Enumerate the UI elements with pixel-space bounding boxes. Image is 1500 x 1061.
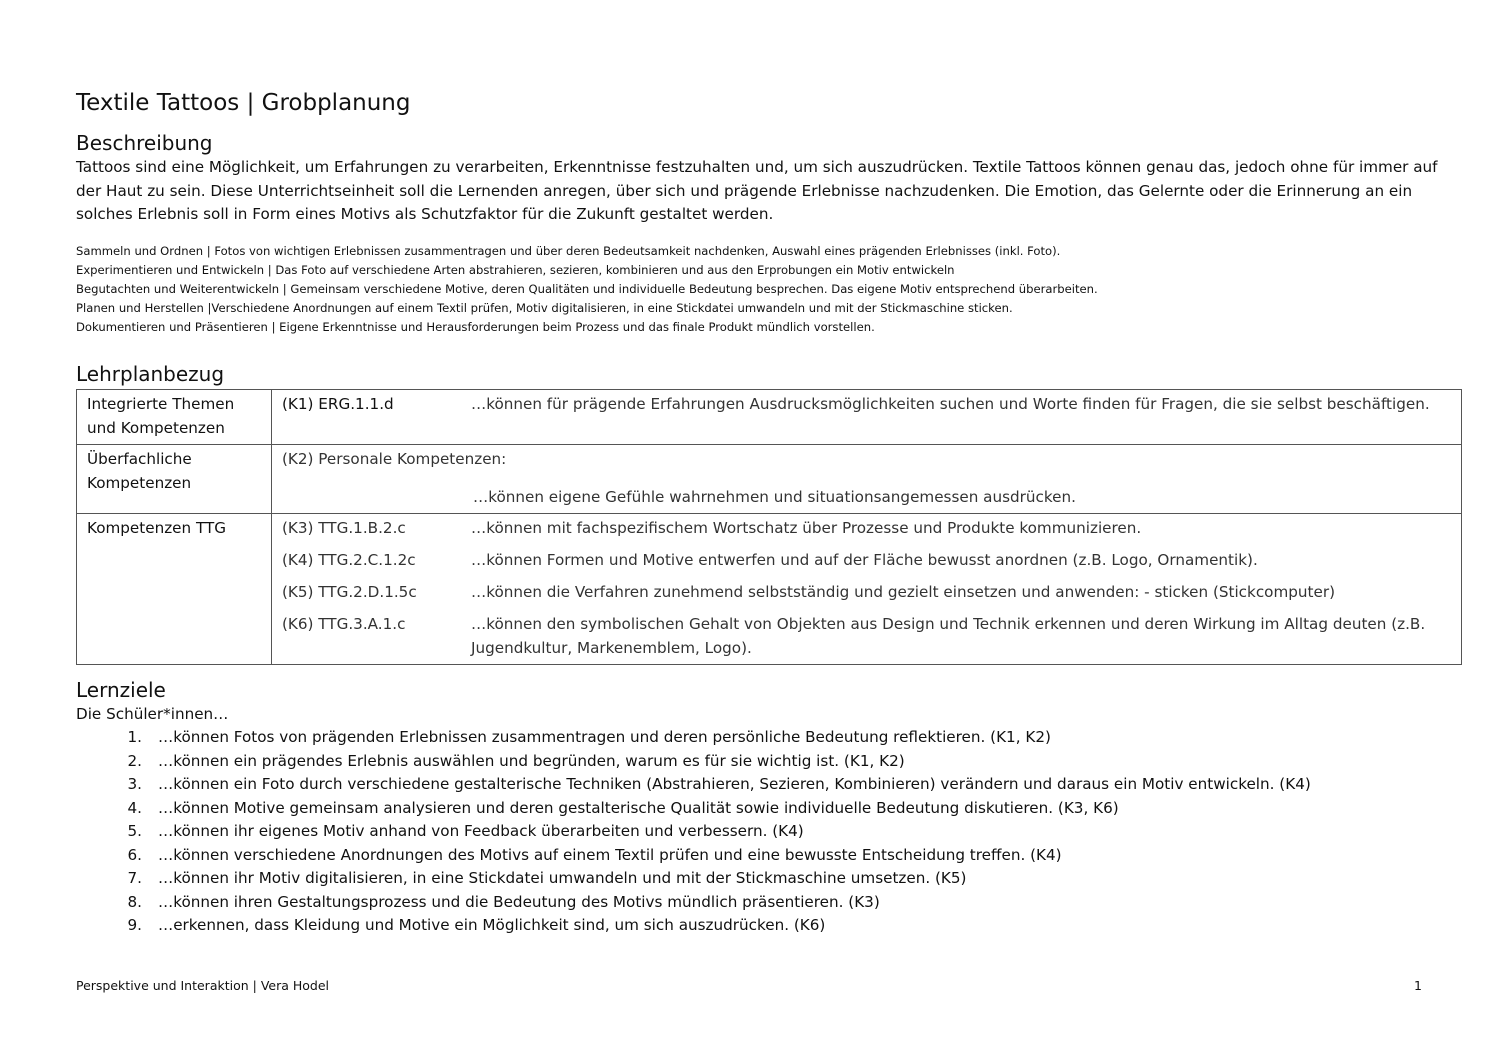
list-item	[76, 750, 1462, 774]
item-number: 1.	[127, 728, 142, 746]
list-item	[76, 914, 1462, 938]
competence-code: (K3) TTG.1.B.2.c	[282, 518, 406, 537]
document-page	[76, 88, 1462, 938]
table-row	[77, 444, 1462, 513]
table-row	[77, 389, 1462, 444]
competence-text: …können für prägende Erfahrungen Ausdrucksmöglichkeiten suchen und Worte finden für Fragen, die sie selbst beschäftigen.	[471, 394, 1430, 413]
list-item	[76, 867, 1462, 891]
row-label: Integrierte Themen und Kompetenzen	[77, 389, 272, 444]
item-number: 6.	[127, 845, 142, 864]
table-row	[77, 513, 1462, 664]
goals-list	[76, 726, 1462, 938]
page-number: 1	[1414, 978, 1422, 993]
competence-text: …können den symbolischen Gehalt von Objekten aus Design und Technik erkennen und deren Wirkung im Alltag deuten (z.B. Jugendkultur, Markenemblem, Logo).	[471, 614, 1426, 657]
row-label: Überfachliche Kompetenzen	[77, 444, 272, 513]
phase-item: Dokumentieren und Präsentieren | Eigene Erkenntnisse und Herausforderungen beim Prozess und das finale Produkt mündlich vorstellen.	[76, 319, 875, 334]
item-text: …können ihr Motiv digitalisieren, in eine Stickdatei umwandeln und mit der Stickmaschine umsetzen. (K5)	[158, 869, 967, 887]
competence-item	[282, 516, 1451, 540]
competence-text: …können eigene Gefühle wahrnehmen und situationsangemessen ausdrücken.	[473, 487, 1076, 506]
phase-item: Planen und Herstellen |Verschiedene Anordnungen auf einem Textil prüfen, Motiv digitalisieren, in eine Stickdatei umwandeln und mit der Stickmaschine sticken.	[76, 300, 1013, 315]
lehrplan-table	[76, 389, 1462, 665]
competence-item	[282, 612, 1451, 660]
lernziele-intro: Die Schüler*innen…	[76, 704, 229, 723]
item-text: …können verschiedene Anordnungen des Motivs auf einem Textil prüfen und eine bewusste Entscheidung treffen. (K4)	[158, 845, 1062, 864]
phases-list	[76, 242, 1462, 337]
item-number: 8.	[127, 892, 142, 911]
competence-item	[282, 548, 1451, 572]
row-content	[272, 444, 1462, 513]
list-item	[76, 891, 1462, 915]
page-title: Textile Tattoos | Grobplanung	[76, 90, 411, 116]
item-text: …können ein prägendes Erlebnis auswählen und begründen, warum es für sie wichtig ist. (K1, K2)	[158, 751, 905, 770]
list-item	[76, 773, 1462, 797]
list-item	[76, 820, 1462, 844]
competence-text: …können Formen und Motive entwerfen und auf der Fläche bewusst anordnen (z.B. Logo, Ornamentik).	[471, 550, 1258, 569]
lernziele-heading: Lernziele	[76, 677, 166, 702]
competence-text: …können die Verfahren zunehmend selbstständig und gezielt einsetzen und anwenden: - sticken (Stickcomputer)	[471, 582, 1335, 601]
list-item	[76, 844, 1462, 868]
competence-text: …können mit fachspezifischem Wortschatz über Prozesse und Produkte kommunizieren.	[471, 518, 1142, 537]
competence-code: (K4) TTG.2.C.1.2c	[282, 550, 416, 569]
item-text: …können ihren Gestaltungsprozess und die Bedeutung des Motivs mündlich präsentieren. (K3)	[158, 892, 880, 911]
item-text: …können ein Foto durch verschiedene gestalterische Techniken (Abstrahieren, Sezieren, Kombinieren) verändern und daraus ein Motiv entwickeln. (K4)	[158, 775, 1311, 793]
row-content	[272, 513, 1462, 664]
item-number: 9.	[127, 916, 142, 934]
list-item	[76, 797, 1462, 821]
beschreibung-text: Tattoos sind eine Möglichkeit, um Erfahrungen zu verarbeiten, Erkenntnisse festzuhalten und, um sich auszudrücken. Textile Tattoos können genau das, jedoch ohne für immer auf der Haut zu sein. Diese Unterrichtseinheit soll die Lernenden anregen, über sich und prägende Erlebnisse nachzudenken. Die Emotion, das Gelernte oder die Erinnerung an ein solches Erlebnis soll in Form eines Motivs als Schutzfaktor für die Zukunft gestaltet werden.	[76, 158, 1438, 223]
item-text: …erkennen, dass Kleidung und Motive ein Möglichkeit sind, um sich auszudrücken. (K6)	[158, 916, 826, 934]
item-number: 2.	[127, 751, 142, 770]
competence-code: (K5) TTG.2.D.1.5c	[282, 582, 417, 601]
item-text: …können Motive gemeinsam analysieren und deren gestalterische Qualität sowie individuelle Bedeutung diskutieren. (K3, K6)	[158, 798, 1119, 817]
competence-code: (K6) TTG.3.A.1.c	[282, 614, 406, 633]
competence-heading: (K2) Personale Kompetenzen:	[282, 449, 507, 468]
item-number: 4.	[127, 798, 142, 817]
item-number: 5.	[127, 822, 142, 840]
beschreibung-heading: Beschreibung	[76, 131, 213, 155]
row-label: Kompetenzen TTG	[77, 513, 272, 664]
phase-item: Experimentieren und Entwickeln | Das Foto auf verschiedene Arten abstrahieren, sezieren, kombinieren und aus den Erprobungen ein Motiv entwickeln	[76, 262, 955, 277]
item-number: 7.	[127, 869, 142, 887]
lehrplan-heading: Lehrplanbezug	[76, 361, 225, 386]
row-content	[272, 389, 1462, 444]
phase-item: Sammeln und Ordnen | Fotos von wichtigen Erlebnissen zusammentragen und über deren Bedeutsamkeit nachdenken, Auswahl eines prägenden Erlebnisses (inkl. Foto).	[76, 243, 1061, 258]
item-text: …können Fotos von prägenden Erlebnissen zusammentragen und deren persönliche Bedeutung reflektieren. (K1, K2)	[158, 728, 1051, 746]
footer-text: Perspektive und Interaktion | Vera Hodel	[76, 978, 330, 993]
competence-code: (K1) ERG.1.1.d	[282, 394, 394, 413]
list-item	[76, 726, 1462, 750]
phase-item: Begutachten und Weiterentwickeln | Gemeinsam verschiedene Motive, deren Qualitäten und individuelle Bedeutung besprechen. Das eigene Motiv entsprechend überarbeiten.	[76, 281, 1098, 296]
competence-item	[282, 392, 1451, 416]
competence-item	[282, 580, 1451, 604]
item-text: …können ihr eigenes Motiv anhand von Feedback überarbeiten und verbessern. (K4)	[158, 822, 804, 840]
item-number: 3.	[127, 775, 142, 793]
